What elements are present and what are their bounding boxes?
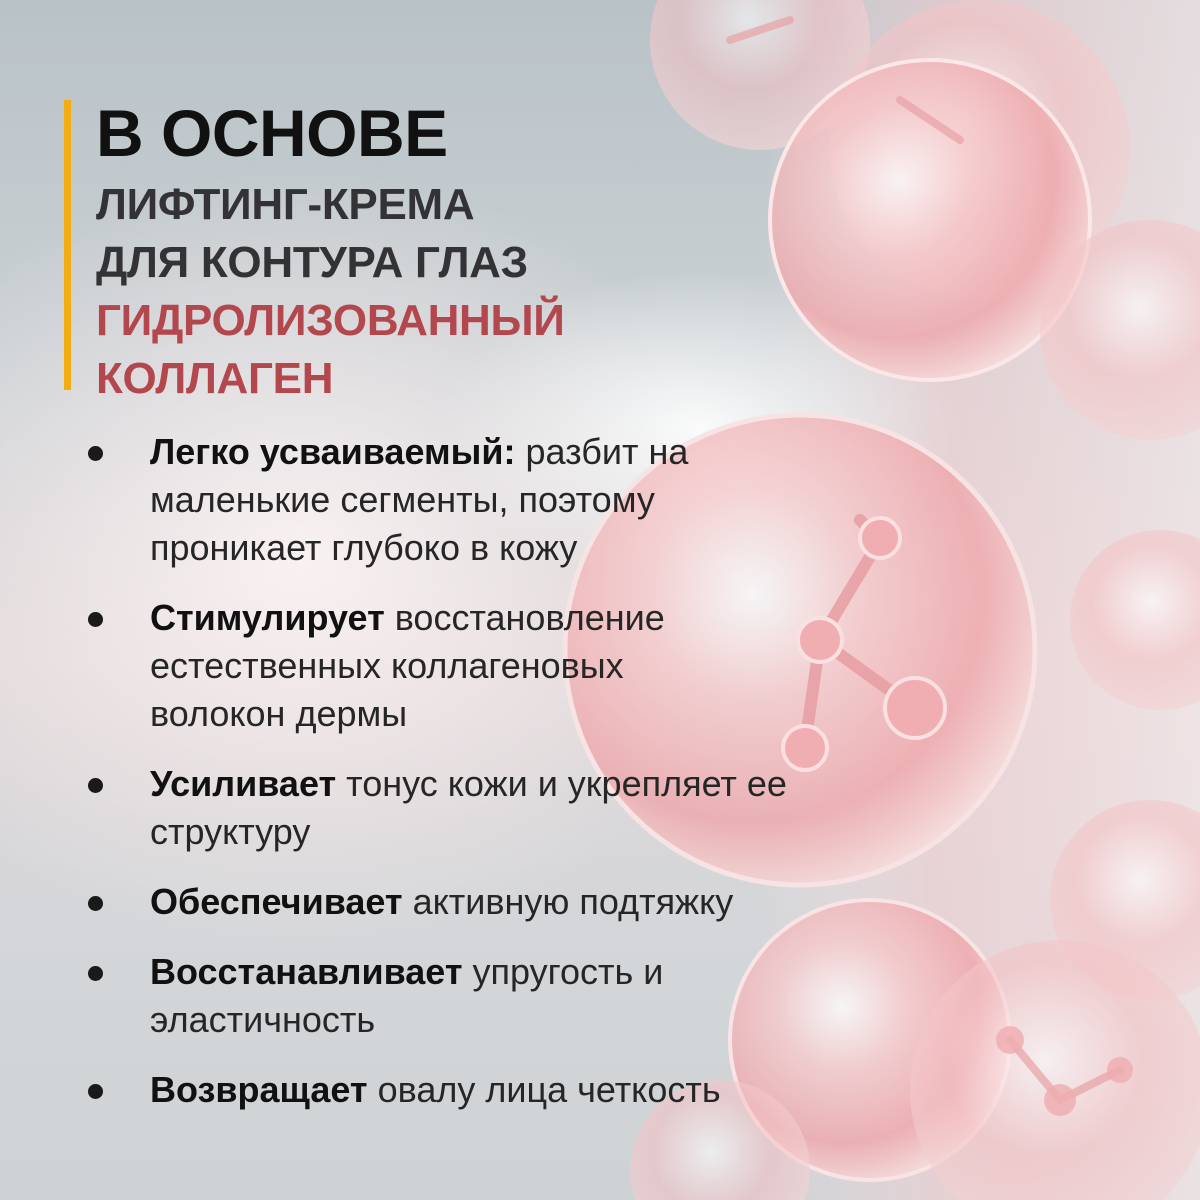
feature-bold: Обеспечивает [150,881,403,922]
heading-ingredient-line-2: КОЛЛАГЕН [96,354,334,403]
list-item [88,948,848,1044]
feature-rest: разбит на маленькие сегменты, поэтому проникает глубоко в кожу [150,431,689,568]
feature-bold: Восстанавливает [150,951,463,992]
list-item [88,594,848,738]
feature-rest: тонус кожи и укрепляет ее структуру [150,763,787,852]
bullet-icon [88,896,103,911]
list-item [88,1066,848,1114]
heading-title: В ОСНОВЕ [96,96,448,170]
feature-bold: Возвращает [150,1069,368,1110]
heading-subtitle-line-2: ДЛЯ КОНТУРА ГЛАЗ [96,238,528,287]
feature-text [150,428,740,572]
heading-block [96,98,565,408]
accent-bar [64,100,71,390]
feature-bold: Легко усваиваемый: [150,431,516,472]
feature-rest: упругость и эластичность [150,951,664,1040]
feature-text [150,948,740,1044]
feature-text [150,760,840,856]
feature-rest: овалу лица четкость [367,1069,721,1110]
list-item [88,428,848,572]
feature-text [150,1066,850,1114]
feature-bold: Усиливает [150,763,337,804]
heading-subtitle-line-1: ЛИФТИНГ-КРЕМА [96,180,475,229]
bullet-icon [88,966,103,981]
feature-bold: Стимулирует [150,597,385,638]
feature-list [88,428,848,1136]
feature-rest: активную подтяжку [402,881,734,922]
feature-rest: восстановление естественных коллагеновых волокон дермы [150,597,665,734]
feature-text [150,878,850,926]
bullet-icon [88,778,103,793]
list-item [88,878,848,926]
list-item [88,760,848,856]
bullet-icon [88,1084,103,1099]
bullet-icon [88,612,103,627]
feature-text [150,594,750,738]
heading-ingredient-line-1: ГИДРОЛИЗОВАННЫЙ [96,296,565,345]
bullet-icon [88,446,103,461]
